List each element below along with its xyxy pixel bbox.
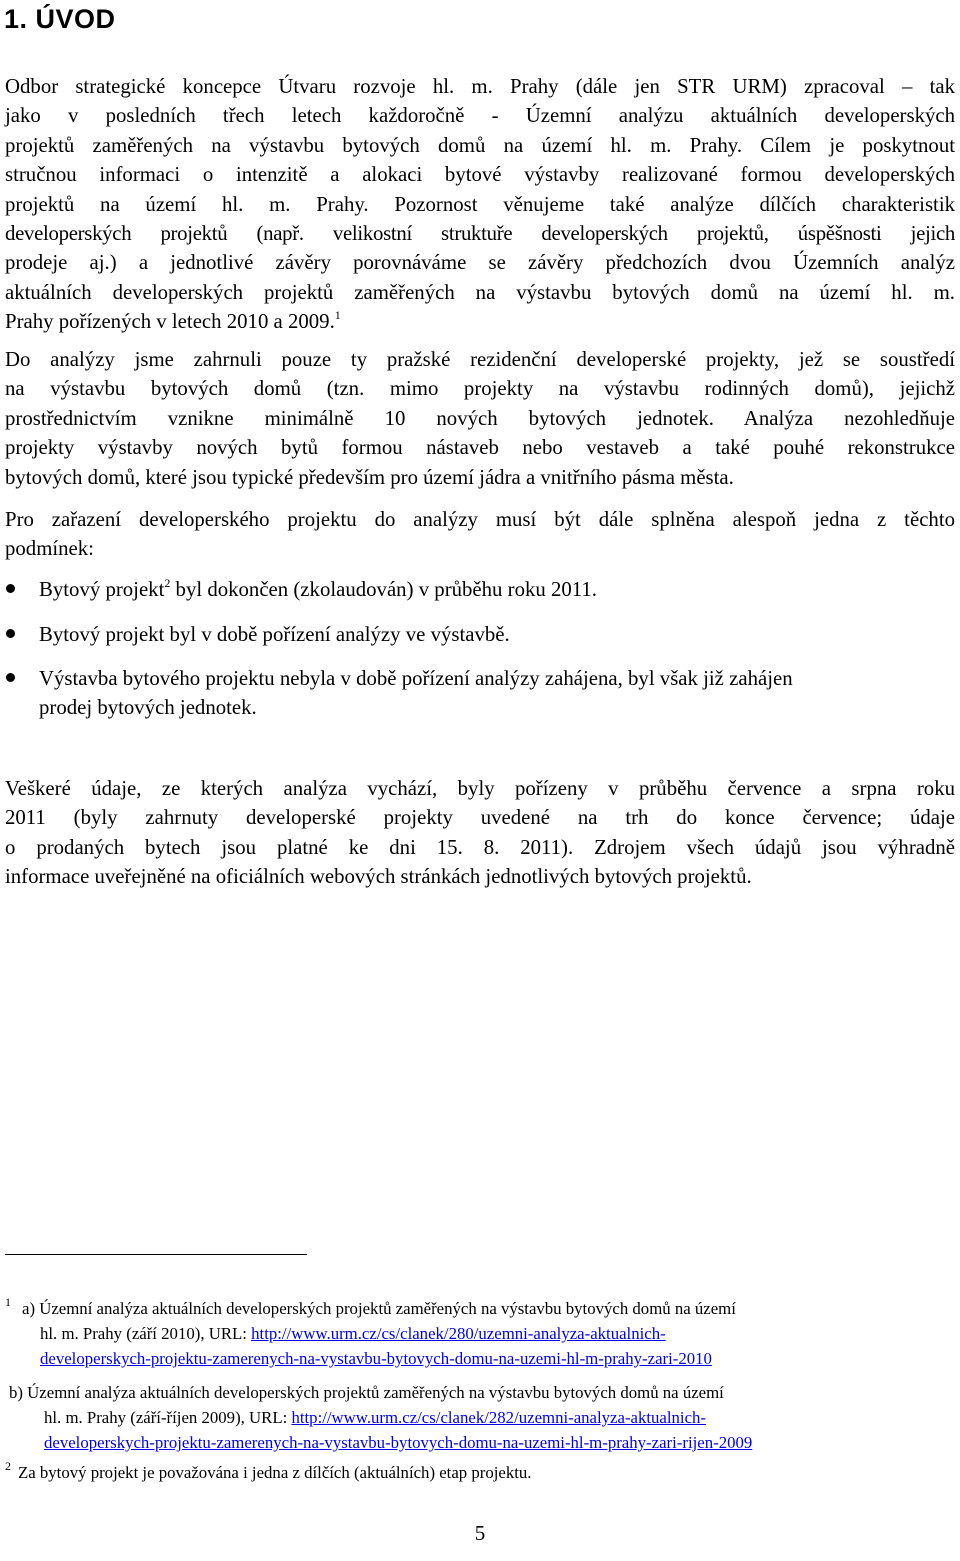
text-line: projekty výstavby nových bytů formou nástaveb nebo vestaveb a také pouhé rekonstrukce [5, 436, 955, 460]
list-item-text-end: byl dokončen (zkolaudován) v průběhu roku 2011. [170, 578, 597, 601]
footnote-link[interactable]: http://www.urm.cz/cs/clanek/280/uzemni-analyza-aktualnich- [251, 1324, 666, 1343]
footnote-link[interactable]: developerskych-projektu-zamerenych-na-vystavbu-bytovych-domu-na-uzemi-hl-m-prahy-zari-rijen-2009 [44, 1433, 753, 1452]
text-line: Veškeré údaje, ze kterých analýza vychází, byly pořízeny v průběhu července a srpna roku [5, 777, 955, 800]
footnote-1b [5, 1380, 955, 1455]
text-line: prostřednictvím vznikne minimálně 10 nových bytových jednotek. Analýza nezohledňuje [5, 406, 955, 430]
footnote-line: a) Územní analýza aktuálních developerských projektů zaměřených na výstavbu bytových domů na území [22, 1299, 736, 1318]
text-line: informace uveřejněné na oficiálních webových stránkách jednotlivých bytových projektů. [5, 865, 752, 889]
text-line: na výstavbu bytových domů (tzn. mimo projekty na výstavbu rodinných domů), jejichž [5, 377, 955, 401]
text-line: jako v posledních třech letech každoročně - Územní analýzu aktuálních developerských [5, 104, 955, 128]
text-line: stručnou informaci o intenzitě a alokaci bytové výstavby realizované formou developerských [5, 163, 955, 187]
bullet-icon [6, 584, 15, 593]
text-line-last [5, 307, 955, 336]
footnote-1 [5, 1296, 955, 1371]
bullet-icon [6, 629, 15, 638]
text-line: Odbor strategické koncepce Útvaru rozvoje hl. m. Prahy (dále jen STR URM) zpracoval – tak [5, 75, 955, 98]
footnote-2 [5, 1460, 955, 1485]
list-item-text [39, 575, 955, 604]
text-line: o prodaných bytech jsou platné ke dni 15. 8. 2011). Zdrojem všech údajů jsou výhradně [5, 835, 955, 859]
footnote-line [5, 1430, 955, 1455]
intro-paragraph [5, 72, 955, 337]
text-line: bytových domů, které jsou typické především pro území jádra a vnitřního pásma města. [5, 465, 734, 489]
footnote-text: hl. m. Prahy (září-říjen 2009), URL: [44, 1408, 292, 1427]
footnote-text: hl. m. Prahy (září 2010), URL: [40, 1324, 252, 1343]
footnote-divider [5, 1254, 307, 1255]
bullet-icon [6, 673, 15, 682]
scope-paragraph [5, 345, 955, 492]
footnote-number: 1 [5, 1295, 11, 1309]
list-item-text [39, 664, 955, 723]
text-line: 2011 (byly zahrnuty developerské projekty uvedené na trh do konce července; údaje [5, 806, 955, 830]
footnote-link[interactable]: http://www.urm.cz/cs/clanek/282/uzemni-analyza-aktualnich- [291, 1408, 707, 1427]
text-line-content: Prahy pořízených v letech 2010 a 2009. [5, 310, 335, 334]
page-number: 5 [474, 1521, 486, 1545]
list-item-line: prodej bytových jednotek. [39, 696, 257, 720]
text-line: podmínek: [5, 537, 94, 561]
conditions-paragraph [5, 505, 955, 564]
text-line: aktuálních developerských projektů zaměřených na výstavbu bytových domů na území hl. m. [5, 280, 955, 304]
text-line: projektů na území hl. m. Prahy. Pozornost věnujeme také analýze dílčích charakteristik [5, 192, 955, 216]
footnote-ref: 1 [334, 308, 341, 323]
footnote-line: Za bytový projekt je považována i jedna z dílčích (aktuálních) etap projektu. [18, 1463, 532, 1482]
footnote-link[interactable]: developerskych-projektu-zamerenych-na-vystavbu-bytovych-domu-na-uzemi-hl-m-prahy-zari-2010 [40, 1349, 712, 1368]
text-line: Pro zařazení developerského projektu do analýzy musí být dále splněna alespoň jedna z těchto [5, 508, 955, 531]
list-item-text: Bytový projekt byl v době pořízení analýzy ve výstavbě. [39, 623, 510, 646]
footnote-line [5, 1346, 955, 1371]
list-item-text-start: Bytový projekt [39, 578, 165, 601]
footnote-line [5, 1405, 955, 1430]
footnote-line: b) Územní analýza aktuálních developerských projektů zaměřených na výstavbu bytových domů na území [9, 1383, 724, 1402]
section-heading: 1. ÚVOD [4, 4, 116, 34]
footnote-line [5, 1321, 955, 1346]
text-line: Do analýzy jsme zahrnuli pouze ty pražské rezidenční developerské projekty, jež se soustředí [5, 348, 955, 371]
text-line: developerských projektů (např. velikostní struktuře developerských projektů, úspěšnosti jejich [5, 222, 955, 246]
text-line: prodeje aj.) a jednotlivé závěry porovnáváme se závěry předchozích dvou Územních analýz [5, 251, 955, 275]
footnote-ref: 2 [164, 576, 171, 590]
sources-paragraph [5, 774, 955, 892]
text-line: projektů zaměřených na výstavbu bytových domů na území hl. m. Prahy. Cílem je poskytnout [5, 133, 955, 157]
list-item-line: Výstavba bytového projektu nebyla v době pořízení analýzy zahájena, byl však již zahájen [39, 667, 793, 690]
footnote-number: 2 [5, 1459, 11, 1473]
